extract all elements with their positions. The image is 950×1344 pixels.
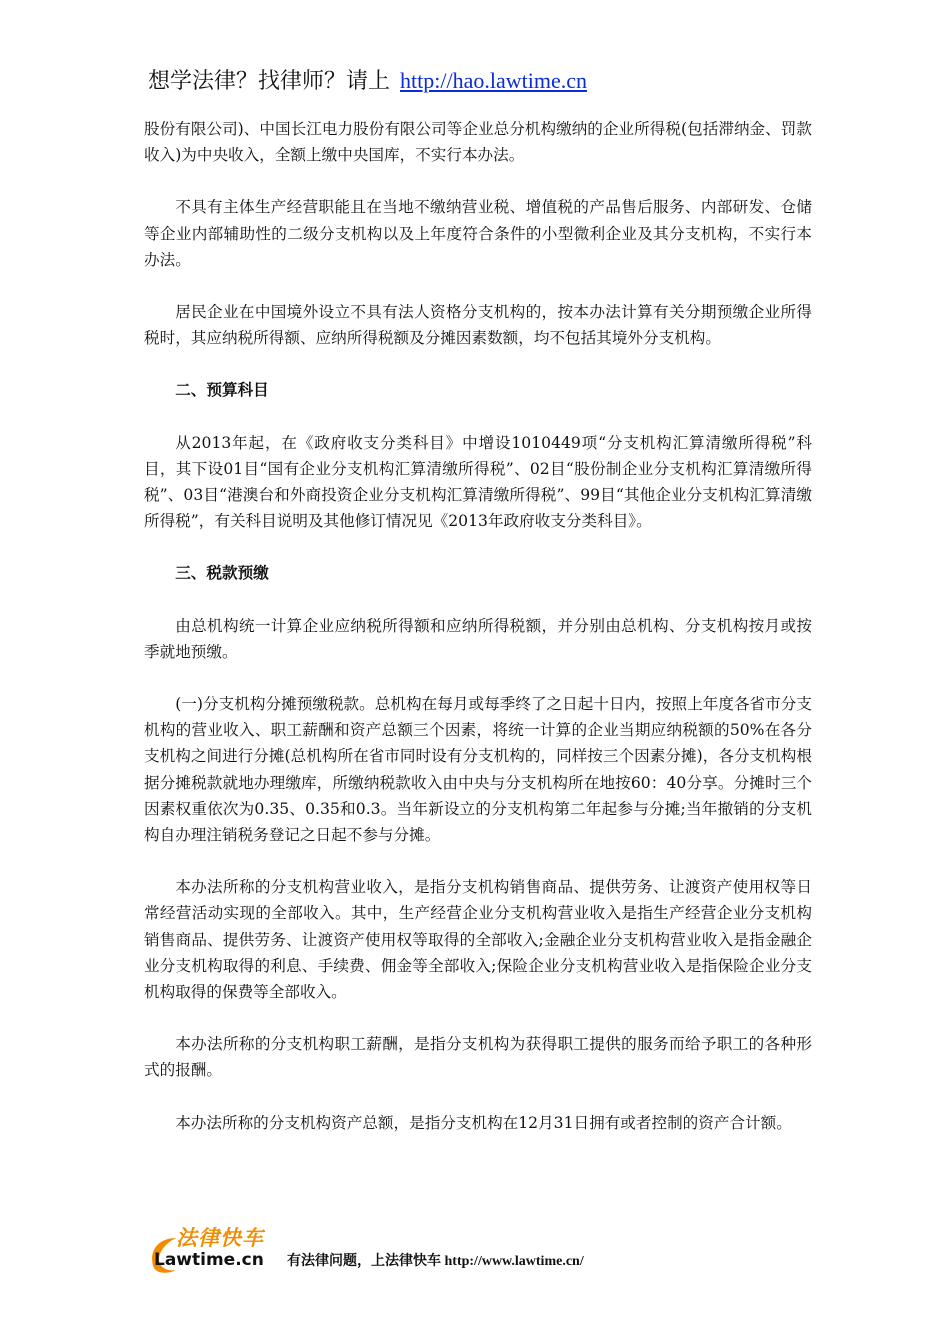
- paragraph: 本办法所称的分支机构职工薪酬，是指分支机构为获得职工提供的服务而给予职工的各种形式的报酬。: [144, 1035, 812, 1080]
- lawtime-logo[interactable]: [146, 1228, 286, 1288]
- paragraph: 本办法所称的分支机构营业收入，是指分支机构销售商品、提供劳务、让渡资产使用权等日常经营活动实现的全部收入。其中，生产经营企业分支机构营业收入是指生产经营企业分支机构销售商品、提供劳务、让渡资产使用权等取得的全部收入;金融企业分支机构营业收入是指金融企业分支机构取得的利息、手续费、佣金等全部收入;保险企业分支机构营业收入是指保险企业分支机构取得的保费等全部收入。: [144, 878, 812, 1002]
- footer-slogan: 有法律问题，上法律快车 http://www.lawtime.cn/: [287, 1254, 584, 1269]
- paragraph: 居民企业在中国境外设立不具有法人资格分支机构的，按本办法计算有关分期预缴企业所得税时，其应纳税所得额、应纳所得税额及分摊因素数额，均不包括其境外分支机构。: [144, 303, 812, 348]
- page-footer: [146, 1228, 806, 1288]
- logo-text-cn: 法律快车: [176, 1226, 264, 1250]
- document-body: [144, 116, 812, 1136]
- header-link[interactable]: http://hao.lawtime.cn: [400, 68, 587, 93]
- header-prefix: 想学法律？找律师？请上: [148, 69, 391, 94]
- paragraph: 从2013年起，在《政府收支分类科目》中增设1010449项“分支机构汇算清缴所得税”科目，其下设01目“国有企业分支机构汇算清缴所得税”、02目“股份制企业分支机构汇算清缴所得税”、03目“港澳台和外商投资企业分支机构汇算清缴所得税”、99目“其他企业分支机构汇算清缴所得税”，有关科目说明及其他修订情况见《2013年政府收支分类科目》。: [144, 433, 812, 531]
- paragraph: 不具有主体生产经营职能且在当地不缴纳营业税、增值税的产品售后服务、内部研发、仓储等企业内部辅助性的二级分支机构以及上年度符合条件的小型微利企业及其分支机构，不实行本办法。: [144, 198, 812, 269]
- paragraph: 股份有限公司)、中国长江电力股份有限公司等企业总分机构缴纳的企业所得税(包括滞纳金、罚款收入)为中央收入，全额上缴中央国库，不实行本办法。: [144, 120, 812, 165]
- logo-text-en: Lawtime.cn: [154, 1250, 264, 1270]
- page-header: [148, 64, 587, 99]
- paragraph: (一)分支机构分摊预缴税款。总机构在每月或每季终了之日起十日内，按照上年度各省市分支机构的营业收入、职工薪酬和资产总额三个因素，将统一计算的企业当期应纳税额的50%在各分支机构之间进行分摊(总机构所在省市同时设有分支机构的，同样按三个因素分摊)，各分支机构根据分摊税款就地办理缴库，所缴纳税款收入由中央与分支机构所在地按60：40分享。分摊时三个因素权重依次为0.35、0.35和0.3。当年新设立的分支机构第二年起参与分摊;当年撤销的分支机构自办理注销税务登记之日起不参与分摊。: [144, 695, 812, 845]
- section-heading: 二、预算科目: [175, 380, 269, 400]
- paragraph: 本办法所称的分支机构资产总额，是指分支机构在12月31日拥有或者控制的资产合计额。: [175, 1113, 792, 1132]
- section-heading: 三、税款预缴: [175, 563, 269, 583]
- paragraph: 由总机构统一计算企业应纳税所得额和应纳所得税额，并分别由总机构、分支机构按月或按季就地预缴。: [144, 616, 812, 661]
